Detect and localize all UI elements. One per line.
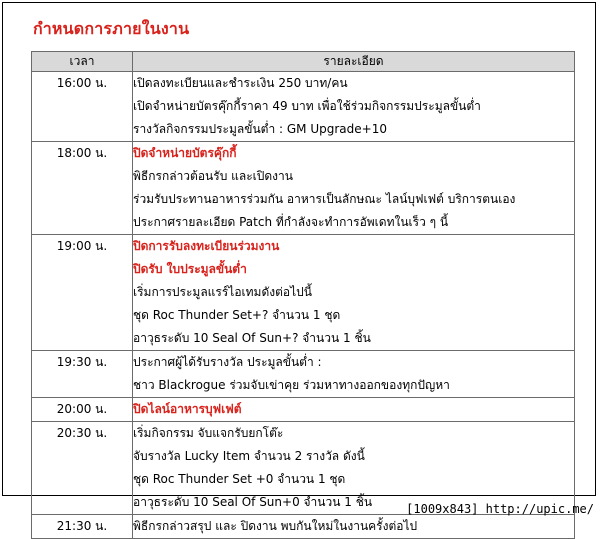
detail-line: ชุด Roc Thunder Set+? จำนวน 1 ชุด [133,308,341,322]
table-row [32,142,575,235]
time-cell: 20:30 น. [32,422,133,515]
time-cell: 19:00 น. [32,235,133,351]
time-cell: 21:30 น. [32,515,133,539]
time-cell: 19:30 น. [32,351,133,398]
table-row [32,398,575,422]
detail-line: รางวัลกิจกรรมประมูลขั้นต่ำ : GM Upgrade+10 [133,122,387,136]
document-title: กำหนดการภายในงาน [33,19,190,38]
time-cell: 20:00 น. [32,398,133,422]
detail-line: ประกาศรายละเอียด Patch ที่กำลังจะทำการอัพเดทในเร็ว ๆ นี้ [133,215,449,229]
detail-line: ร่วมรับประทานอาหารร่วมกัน อาหารเป็นลักษณะ ไลน์บุฟเฟต์ บริการตนเอง [133,192,516,206]
table-row [32,72,575,142]
table-header-row [32,52,575,72]
detail-line: พิธีกรกล่าวสรุป และ ปิดงาน พบกันใหม่ในงานครั้งต่อไป [133,519,418,533]
highlight-line: ปิดการรับลงทะเบียนร่วมงาน [133,239,280,253]
detail-line: ชุด Roc Thunder Set +0 จำนวน 1 ชุด [133,472,346,486]
table-row [32,515,575,539]
highlight-line: ปิดจำหน่ายบัตรคุ๊กกี้ [133,146,237,160]
schedule-body [32,72,575,539]
highlight-line: ปิดไลน์อาหารบุฟเฟต์ [133,402,242,416]
details-cell [133,515,575,539]
schedule-table [31,51,575,539]
detail-line: อาวุธระดับ 10 Seal Of Sun+? จำนวน 1 ชิ้น [133,331,371,345]
detail-line: พิธีกรกล่าวต้อนรับ และเปิดงาน [133,169,293,183]
details-cell [133,235,575,351]
detail-line: ชาว Blackrogue ร่วมจับเข่าคุย ร่วมหาทางออกของทุกปัญหา [133,378,450,392]
time-column-header: เวลา [32,52,133,72]
table-row [32,422,575,515]
details-column-header: รายละเอียด [133,52,575,72]
table-row [32,235,575,351]
details-cell [133,422,575,515]
time-cell: 18:00 น. [32,142,133,235]
table-row [32,351,575,398]
detail-line: จับรางวัล Lucky Item จำนวน 2 รางวัล ดังนี้ [133,449,365,463]
detail-line: เริ่มการประมูลแรร์ไอเทมดังต่อไปนี้ [133,285,312,299]
details-cell [133,398,575,422]
detail-line: เปิดลงทะเบียนและชำระเงิน 250 บาท/คน [133,76,348,90]
image-size-watermark: [1009x843] http://upic.me/ [406,502,594,516]
details-cell [133,351,575,398]
detail-line: ประกาศผู้ได้รับรางวัล ประมูลขั้นต่ำ : [133,355,322,369]
detail-line: อาวุธระดับ 10 Seal Of Sun+0 จำนวน 1 ชิ้น [133,495,373,509]
details-cell [133,72,575,142]
highlight-line: ปิดรับ ใบประมูลขั้นต่ำ [133,262,247,276]
details-cell [133,142,575,235]
detail-line: เริ่มกิจกรรม จับแจกรับยกโต๊ะ [133,426,284,440]
detail-line: เปิดจำหน่ายบัตรคุ๊กกี้ราคา 49 บาท เพื่อใช้ร่วมกิจกรรมประมูลขั้นต่ำ [133,99,481,113]
time-cell: 16:00 น. [32,72,133,142]
